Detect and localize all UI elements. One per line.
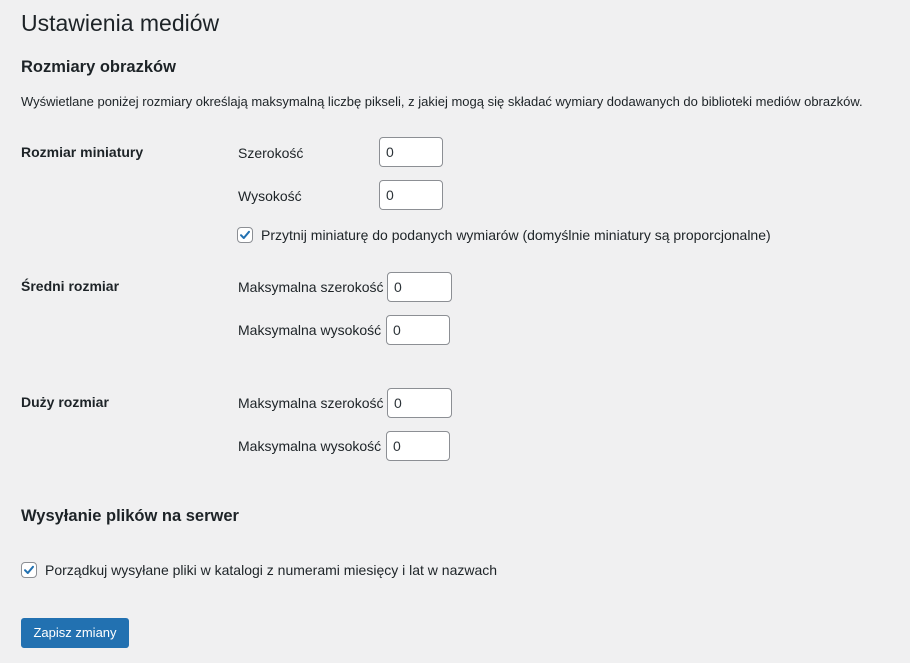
page-title: Ustawienia mediów: [21, 10, 220, 36]
thumbnail-width-label: Szerokość: [238, 145, 304, 161]
medium-max-width-label: Maksymalna szerokość: [238, 279, 384, 295]
image-sizes-description: Wyświetlane poniżej rozmiary określają maksymalną liczbę pikseli, z jakiej mogą się składać wymiary dodawanych do biblioteki mediów obrazków.: [21, 94, 863, 109]
uploads-heading: Wysyłanie plików na serwer: [21, 507, 239, 525]
organize-uploads-label[interactable]: Porządkuj wysyłane pliki w katalogi z numerami miesięcy i lat w nazwach: [45, 562, 498, 578]
thumbnail-height-label: Wysokość: [238, 188, 302, 204]
medium-max-height-label: Maksymalna wysokość: [238, 322, 382, 338]
thumbnail-width-input[interactable]: [379, 137, 443, 167]
crop-thumbnail-checkbox[interactable]: [237, 227, 253, 243]
checkmark-icon: [238, 228, 252, 242]
large-max-height-input[interactable]: [386, 431, 450, 461]
large-max-height-label: Maksymalna wysokość: [238, 438, 382, 454]
crop-thumbnail-label[interactable]: Przytnij miniaturę do podanych wymiarów (domyślnie miniatury są proporcjonalne): [261, 227, 771, 243]
medium-max-height-input[interactable]: [386, 315, 450, 345]
image-sizes-heading: Rozmiary obrazków: [21, 58, 176, 76]
medium-max-width-input[interactable]: [387, 272, 452, 302]
checkmark-icon: [22, 563, 36, 577]
large-max-width-label: Maksymalna szerokość: [238, 395, 384, 411]
save-changes-button[interactable]: Zapisz zmiany: [21, 618, 129, 648]
thumbnail-height-input[interactable]: [379, 180, 443, 210]
large-size-label: Duży rozmiar: [21, 394, 109, 410]
thumbnail-size-label: Rozmiar miniatury: [21, 144, 144, 160]
large-max-width-input[interactable]: [387, 388, 452, 418]
organize-uploads-checkbox[interactable]: [21, 562, 37, 578]
medium-size-label: Średni rozmiar: [21, 278, 120, 294]
